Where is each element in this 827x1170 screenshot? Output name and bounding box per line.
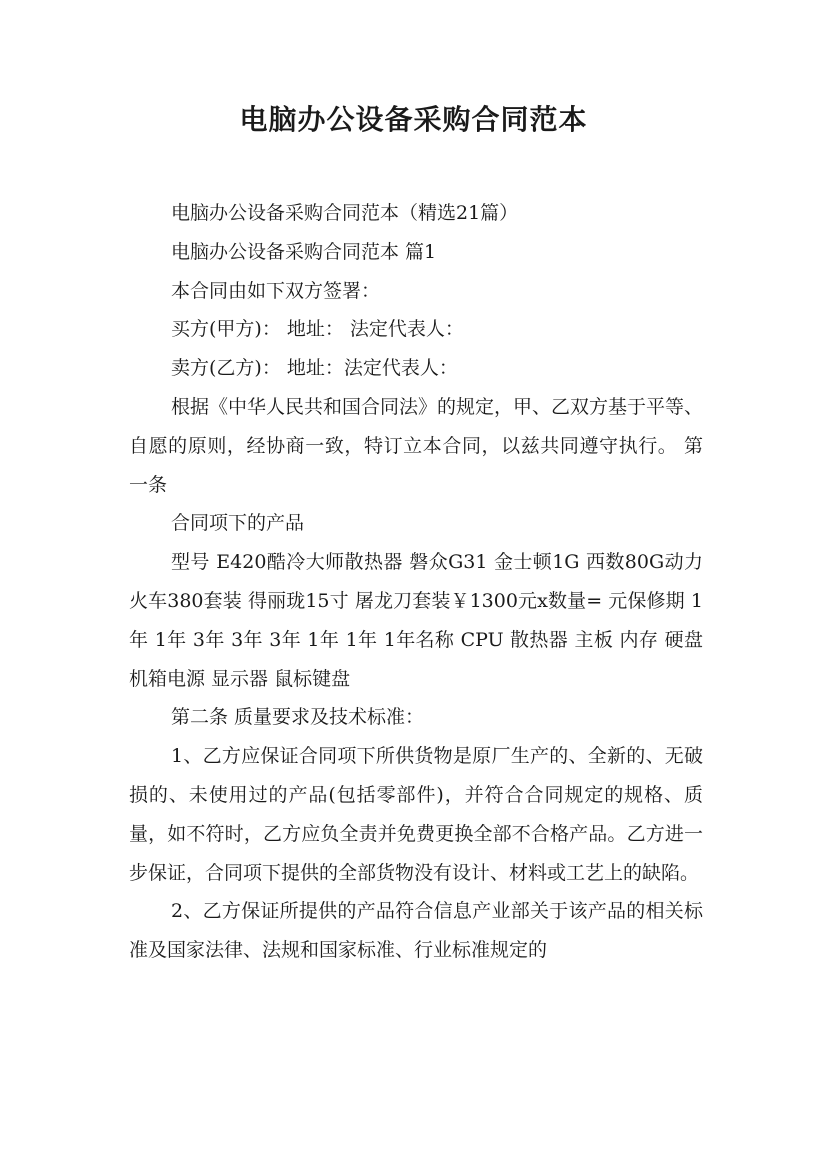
paragraph-article-2: 第二条 质量要求及技术标准： xyxy=(171,706,425,729)
paragraph-subtitle: 电脑办公设备采购合同范本（精选21篇） xyxy=(171,202,519,224)
paragraph-basis: 根据《中华人民共和国合同法》的规定，甲、乙双方基于平等、自愿的原则，经协商一致，特订立本合同，以兹共同遵守执行。 第一条 xyxy=(129,395,704,496)
paragraph-intro: 本合同由如下双方签署： xyxy=(171,279,381,302)
paragraph-clause-1: 1、乙方应保证合同项下所供货物是原厂生产的、全新的、无破损的、未使用过的产品(包括零部件)，并符合合同规定的规格、质量，如不符时，乙方应负全责并免费更换全部不合格产品。乙方进一步保证，合同项下提供的全部货物没有设计、材料或工艺上的缺陷。 xyxy=(129,745,703,884)
document-body xyxy=(129,194,703,970)
paragraph-section-heading: 电脑办公设备采购合同范本 篇1 xyxy=(171,240,437,263)
paragraph-seller: 卖方(乙方)： 地址：法定代表人： xyxy=(171,357,458,380)
paragraph-clause-2: 2、乙方保证所提供的产品符合信息产业部关于该产品的相关标准及国家法律、法规和国家标准、行业标准规定的 xyxy=(129,900,703,962)
paragraph-products-list: 型号 E420酷冷大师散热器 磐众G31 金士顿1G 西数80G动力火车380套装 得丽珑15寸 屠龙刀套装￥1300元x数量= 元保修期 1年 1年 3年 3年 3年 1年 1年 1年名称 CPU 散热器 主板 内存 硬盘 机箱电源 显示器 鼠标键盘 xyxy=(129,551,703,690)
paragraph-buyer: 买方(甲方)： 地址： 法定代表人： xyxy=(171,318,464,341)
document-title: 电脑办公设备采购合同范本 xyxy=(239,103,588,136)
paragraph-products-heading: 合同项下的产品 xyxy=(171,512,305,535)
